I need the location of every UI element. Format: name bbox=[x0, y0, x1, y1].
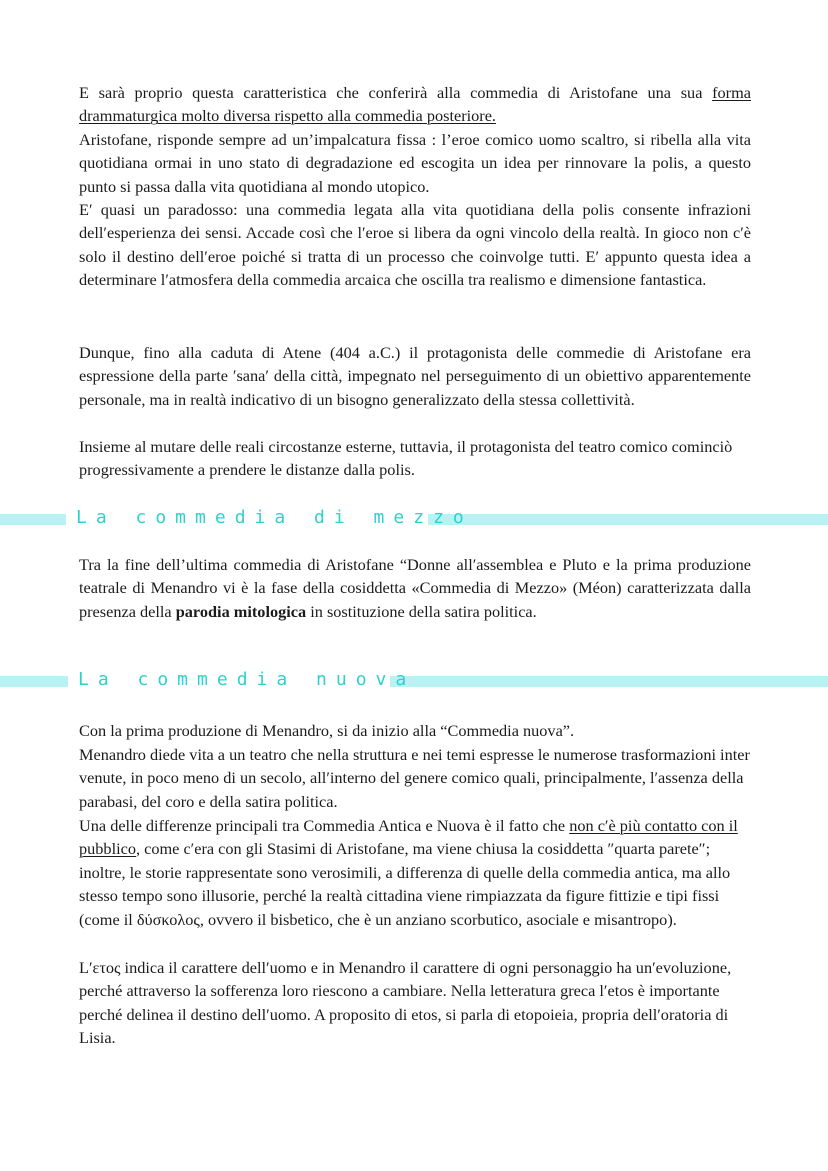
heading-bar-left bbox=[0, 676, 68, 687]
heading-bar-right bbox=[390, 676, 828, 687]
heading-bar-left bbox=[0, 514, 66, 525]
nuova-paragraph-2: Menandro diede vita a un teatro che nella struttura e nei temi espresse le numerose trasformazioni inter venute, in poco meno di un secolo, all′interno del genere comico quali, principalmente, l′assenza della parabasi, del coro e della satira politica. bbox=[79, 745, 750, 811]
nuova-p3-underlined: non c′è più contatto con il pubblico bbox=[79, 816, 738, 859]
intro-paragraph-3: E′ quasi un paradosso: una commedia legata alla vita quotidiana della polis consente infrazioni dell′esperienza dei sensi. Accade così che l′eroe si libera da ogni vincolo della realtà. In gioco non c′è solo il destino dell′eroe poiché si tratta di un processo che coinvolge tutti. E′ appunto questa idea a determinare l′atmosfera della commedia arcaica che oscilla tra realismo e dimensione fantastica. bbox=[79, 200, 751, 290]
mezzo-text-after: in sostituzione della satira politica. bbox=[306, 601, 537, 621]
intro-p1-text: E sarà proprio questa caratteristica che conferirà alla commedia di Aristofane una sua bbox=[79, 83, 713, 102]
nuova-p3-before: Una delle differenze principali tra Commedia Antica e Nuova è il fatto che bbox=[79, 816, 570, 835]
heading-bar-right bbox=[428, 514, 828, 525]
nuova-paragraph-1: Con la prima produzione di Menandro, si da inizio alla “Commedia nuova”. bbox=[79, 721, 575, 740]
nuova-paragraph-3 bbox=[79, 814, 751, 931]
intro-paragraph-2: Aristofane, risponde sempre ad un’impalcatura fissa : l’eroe comico uomo scaltro, si ribella alla vita quotidiana ormai in uno stato di degradazione ed escogita un idea per rinnovare la polis, a questo punto si passa dalla vita quotidiana al mondo utopico. bbox=[79, 130, 751, 196]
heading-nuova-title: La commedia nuova bbox=[78, 669, 416, 690]
mezzo-paragraph bbox=[79, 553, 751, 623]
atene-paragraph-2: Insieme al mutare delle reali circostanze esterne, tuttavia, il protagonista del teatro comico cominciò progressivamente a prendere le distanze dalla polis. bbox=[79, 437, 733, 480]
section-heading-mezzo bbox=[0, 505, 828, 535]
nuova-p3-after: , come c′era con gli Stasimi di Aristofane, ma viene chiusa la cosiddetta ″quarta parete″; inoltre, le storie rappresentate sono verosimili, a differenza di quelle della commedia antica, ma allo stesso tempo sono illusorie, perché la realtà cittadina viene rimpiazzata da figure fittizie e tipi fissi (come il δύσκολος, ovvero il bisbetico, che è un anziano scorbutico, asociale e misantropo). bbox=[79, 839, 731, 929]
atene-paragraph-1: Dunque, fino alla caduta di Atene (404 a.C.) il protagonista delle commedie di Aristofane era espressione della parte ′sana′ della città, impegnato nel perseguimento di un obiettivo apparentemente personale, ma in realtà indicativo di un bisogno generalizzato della stessa collettività. bbox=[79, 343, 751, 409]
mezzo-bold-text: parodia mitologica bbox=[175, 601, 307, 621]
intro-paragraph-1 bbox=[79, 81, 751, 128]
intro-p1-underlined: forma drammaturgica molto diversa rispetto alla commedia posteriore. bbox=[79, 83, 751, 126]
mezzo-text-before: Tra la fine dell’ultima commedia di Aristofane “Donne all′assemblea e Pluto e la prima produzione teatrale di Menandro vi è la fase della cosiddetta «Commedia di Mezzo» (Méon) caratterizzata dalla presenza della bbox=[79, 555, 751, 621]
section-heading-nuova bbox=[0, 667, 828, 697]
nuova-paragraph-4: L′ετος indica il carattere dell′uomo e in Menandro il carattere di ogni personaggio ha un′evoluzione, perché attraverso la sofferenza loro riescono a cambiare. Nella letteratura greca l′etos è importante perché delinea il destino dell′uomo. A proposito di etos, si parla di etopoieia, propria dell′oratoria di Lisia. bbox=[79, 958, 732, 1048]
heading-mezzo-title: La commedia di mezzo bbox=[76, 507, 473, 528]
